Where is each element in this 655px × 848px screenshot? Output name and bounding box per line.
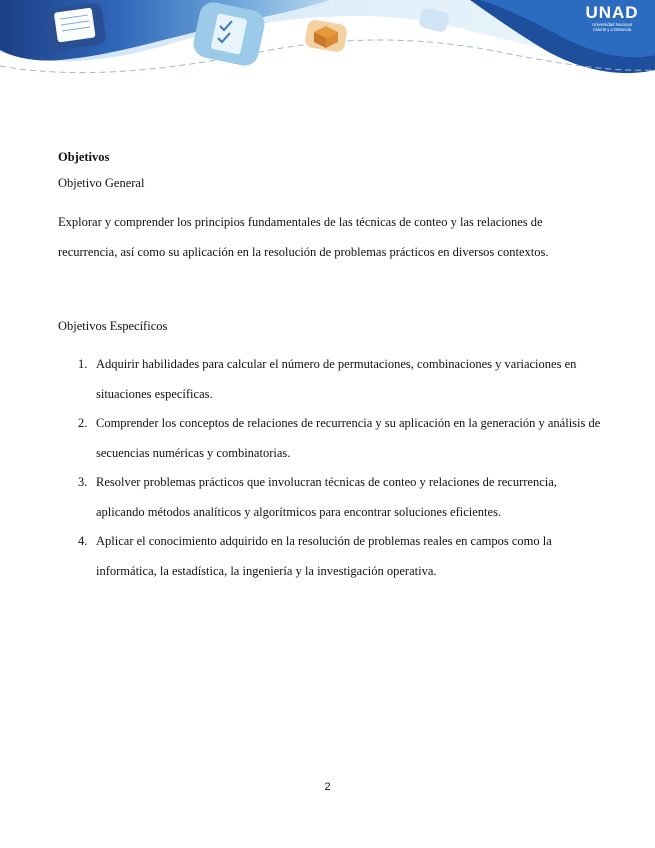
section-title: Objetivos [58, 150, 110, 164]
notepad-icon [43, 2, 106, 52]
specific-objectives-heading: Objetivos Específicos [58, 319, 168, 333]
list-item-text: Adquirir habilidades para calcular el número de permutaciones, combinaciones y variaciones en situaciones específicas. [96, 357, 577, 401]
specific-objectives-list [58, 350, 603, 586]
list-item-number: 2. [78, 416, 88, 430]
list-item-text: Resolver problemas prácticos que involucran técnicas de conteo y relaciones de recurrencia, aplicando métodos analíticos y algorítmicos para encontrar soluciones eficientes. [96, 475, 557, 519]
list-item-number: 4. [78, 534, 88, 548]
logo-subtitle-line2: Abierta y a Distancia [592, 27, 632, 32]
header-banner [0, 0, 655, 90]
general-objective-text: Explorar y comprender los principios fundamentales de las técnicas de conteo y las relaciones de recurrencia, así como su aplicación en la resolución de problemas prácticos en diversos contextos. [58, 215, 549, 259]
page-number: 2 [324, 781, 331, 793]
unad-logo [574, 4, 650, 38]
list-item-number: 3. [78, 475, 88, 489]
list-item-number: 1. [78, 357, 88, 371]
header-decoration [0, 0, 655, 90]
list-item [58, 468, 603, 527]
list-item-text: Aplicar el conocimiento adquirido en la resolución de problemas reales en campos como la informática, la estadística, la ingeniería y la investigación operativa. [96, 534, 552, 578]
list-item [58, 350, 603, 409]
list-item-text: Comprender los conceptos de relaciones de recurrencia y su aplicación en la generación y análisis de secuencias numéricas y combinatorias. [96, 416, 601, 460]
list-item [58, 527, 603, 586]
list-item [58, 409, 603, 468]
package-icon [304, 19, 348, 54]
general-objective-heading: Objetivo General [58, 176, 145, 190]
logo-name: UNAD [585, 3, 639, 22]
logo-subtitle-line1: Universidad Nacional [592, 22, 632, 27]
